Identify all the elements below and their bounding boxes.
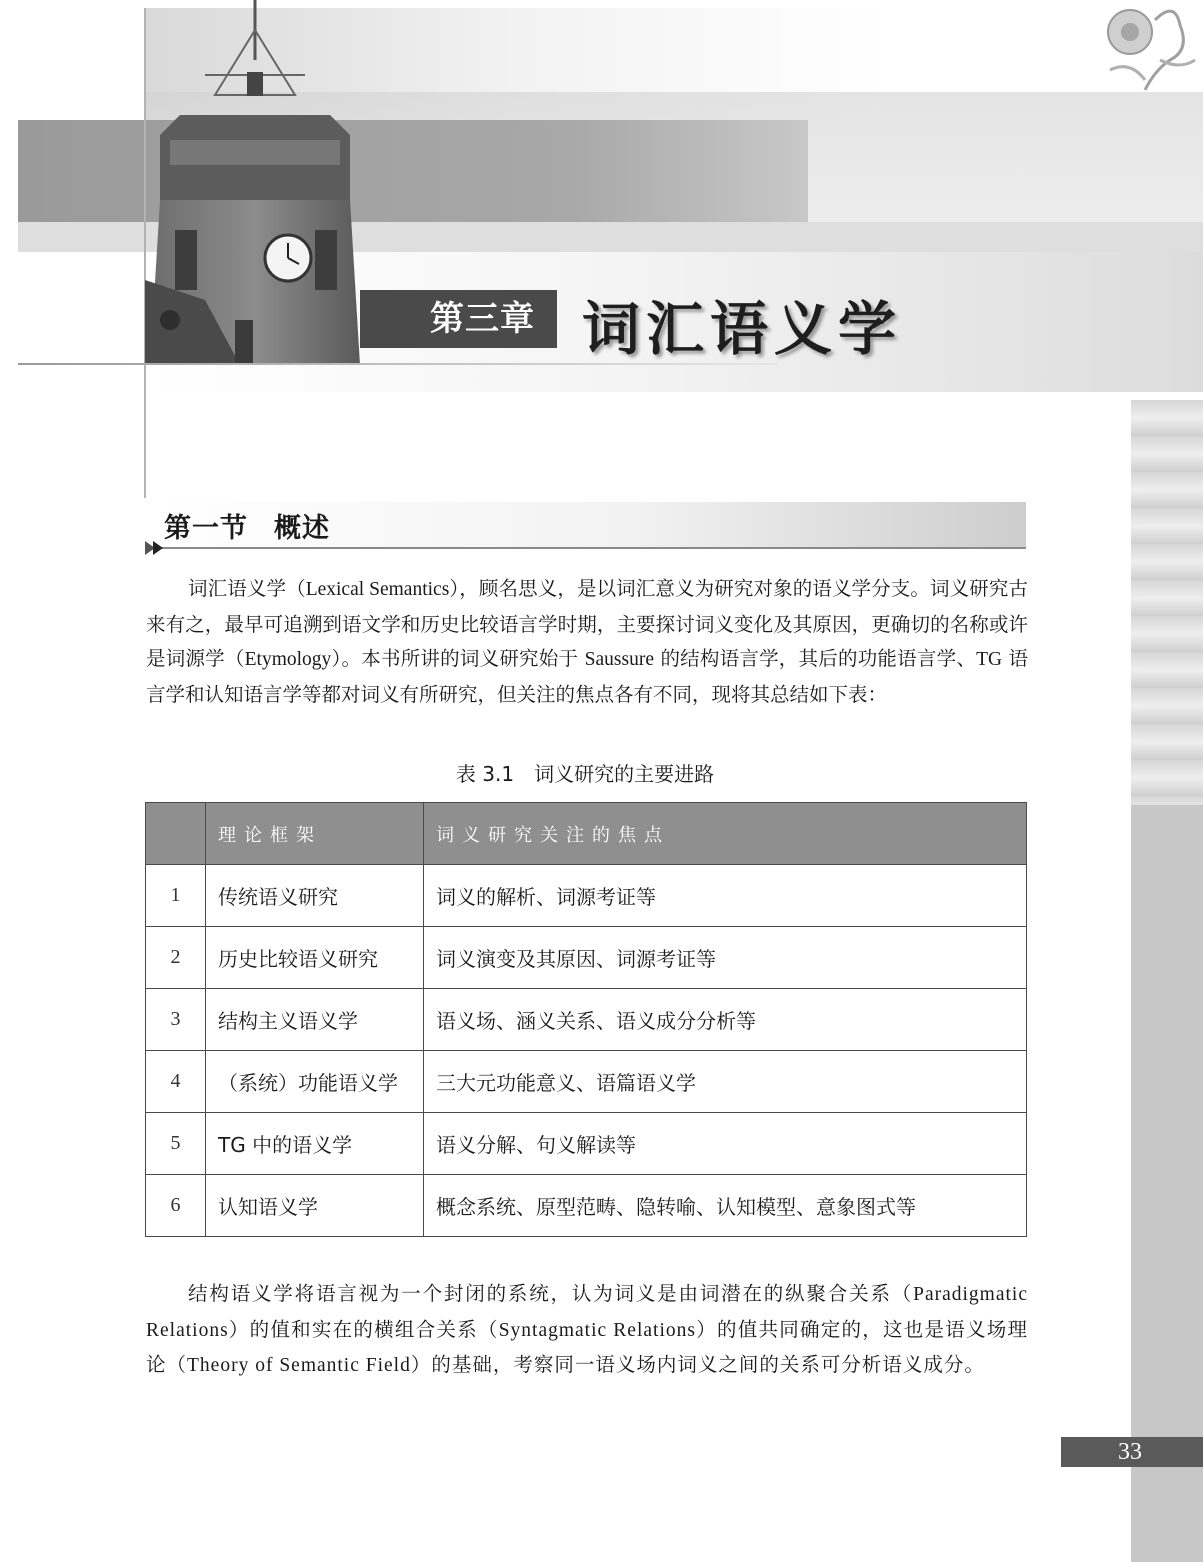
section-number: 第一节 [164,513,248,544]
row-number: 2 [146,927,206,989]
lace-border-decoration [1131,400,1203,820]
table-row [146,865,1027,927]
row-number: 3 [146,989,206,1051]
intro-paragraph: 词汇语义学（Lexical Semantics），顾名思义，是以词汇意义为研究对象的语义学分支。词义研究古来有之，最早可追溯到语文学和历史比较语言学时期，主要探讨词义变化及其原因，更确切的名称或许是词源学（Etymology）。本书所讲的词义研究始于 Saussure 的结构语言学，其后的功能语言学、TG 语言学和认知语言学等都对词义有所研究，但关注的焦点各有不同，现将其总结如下表： [146,577,1029,706]
table-row [146,1113,1027,1175]
section-title [164,506,330,545]
table-caption-title: 词义研究的主要进路 [534,762,715,786]
section-underline [162,547,1026,549]
row-number: 1 [146,865,206,927]
clock-tower-image [145,0,375,365]
row-number: 4 [146,1051,206,1113]
section-heading: 概述 [274,513,330,544]
banner-dark-band [18,120,808,222]
chapter-title: 词汇语义学 [582,295,903,363]
row-focus: 语义分解、句义解读等 [424,1113,1027,1175]
research-approaches-table [145,802,1027,1237]
row-framework: 传统语义研究 [206,865,424,927]
row-framework: （系统）功能语义学 [206,1051,424,1113]
structural-semantics-paragraph: 结构语义学将语言视为一个封闭的系统，认为词义是由词潜在的纵聚合关系（Paradigmatic Relations）的值和实在的横组合关系（Syntagmatic Relations）的值共同确定的，这也是语义场理论（Theory of Semantic Field）的基础，考察同一语义场内词义之间的关系可分析语义成分。 [146,1282,1028,1376]
page-number: 33 [1061,1437,1203,1467]
table-row [146,1175,1027,1237]
row-framework: 历史比较语义研究 [206,927,424,989]
header-framework: 理论框架 [206,803,424,865]
row-focus: 语义场、涵义关系、语义成分分析等 [424,989,1027,1051]
header-focus: 词义研究关注的焦点 [424,803,1027,865]
row-focus: 概念系统、原型范畴、隐转喻、认知模型、意象图式等 [424,1175,1027,1237]
row-number: 6 [146,1175,206,1237]
table-header-row [146,803,1027,865]
table-row [146,1051,1027,1113]
header-number [146,803,206,865]
row-focus: 词义演变及其原因、词源考证等 [424,927,1027,989]
row-framework: 认知语义学 [206,1175,424,1237]
row-focus: 三大元功能意义、语篇语义学 [424,1051,1027,1113]
table-caption-label: 表 3.1 [455,762,515,786]
flower-ornament-icon [1100,0,1200,95]
row-focus: 词义的解析、词源考证等 [424,865,1027,927]
row-framework: TG 中的语义学 [206,1113,424,1175]
table-caption [0,758,1170,787]
row-framework: 结构主义语义学 [206,989,424,1051]
chapter-label: 第三章 [360,290,557,348]
row-number: 5 [146,1113,206,1175]
table-row [146,927,1027,989]
table-row [146,989,1027,1051]
